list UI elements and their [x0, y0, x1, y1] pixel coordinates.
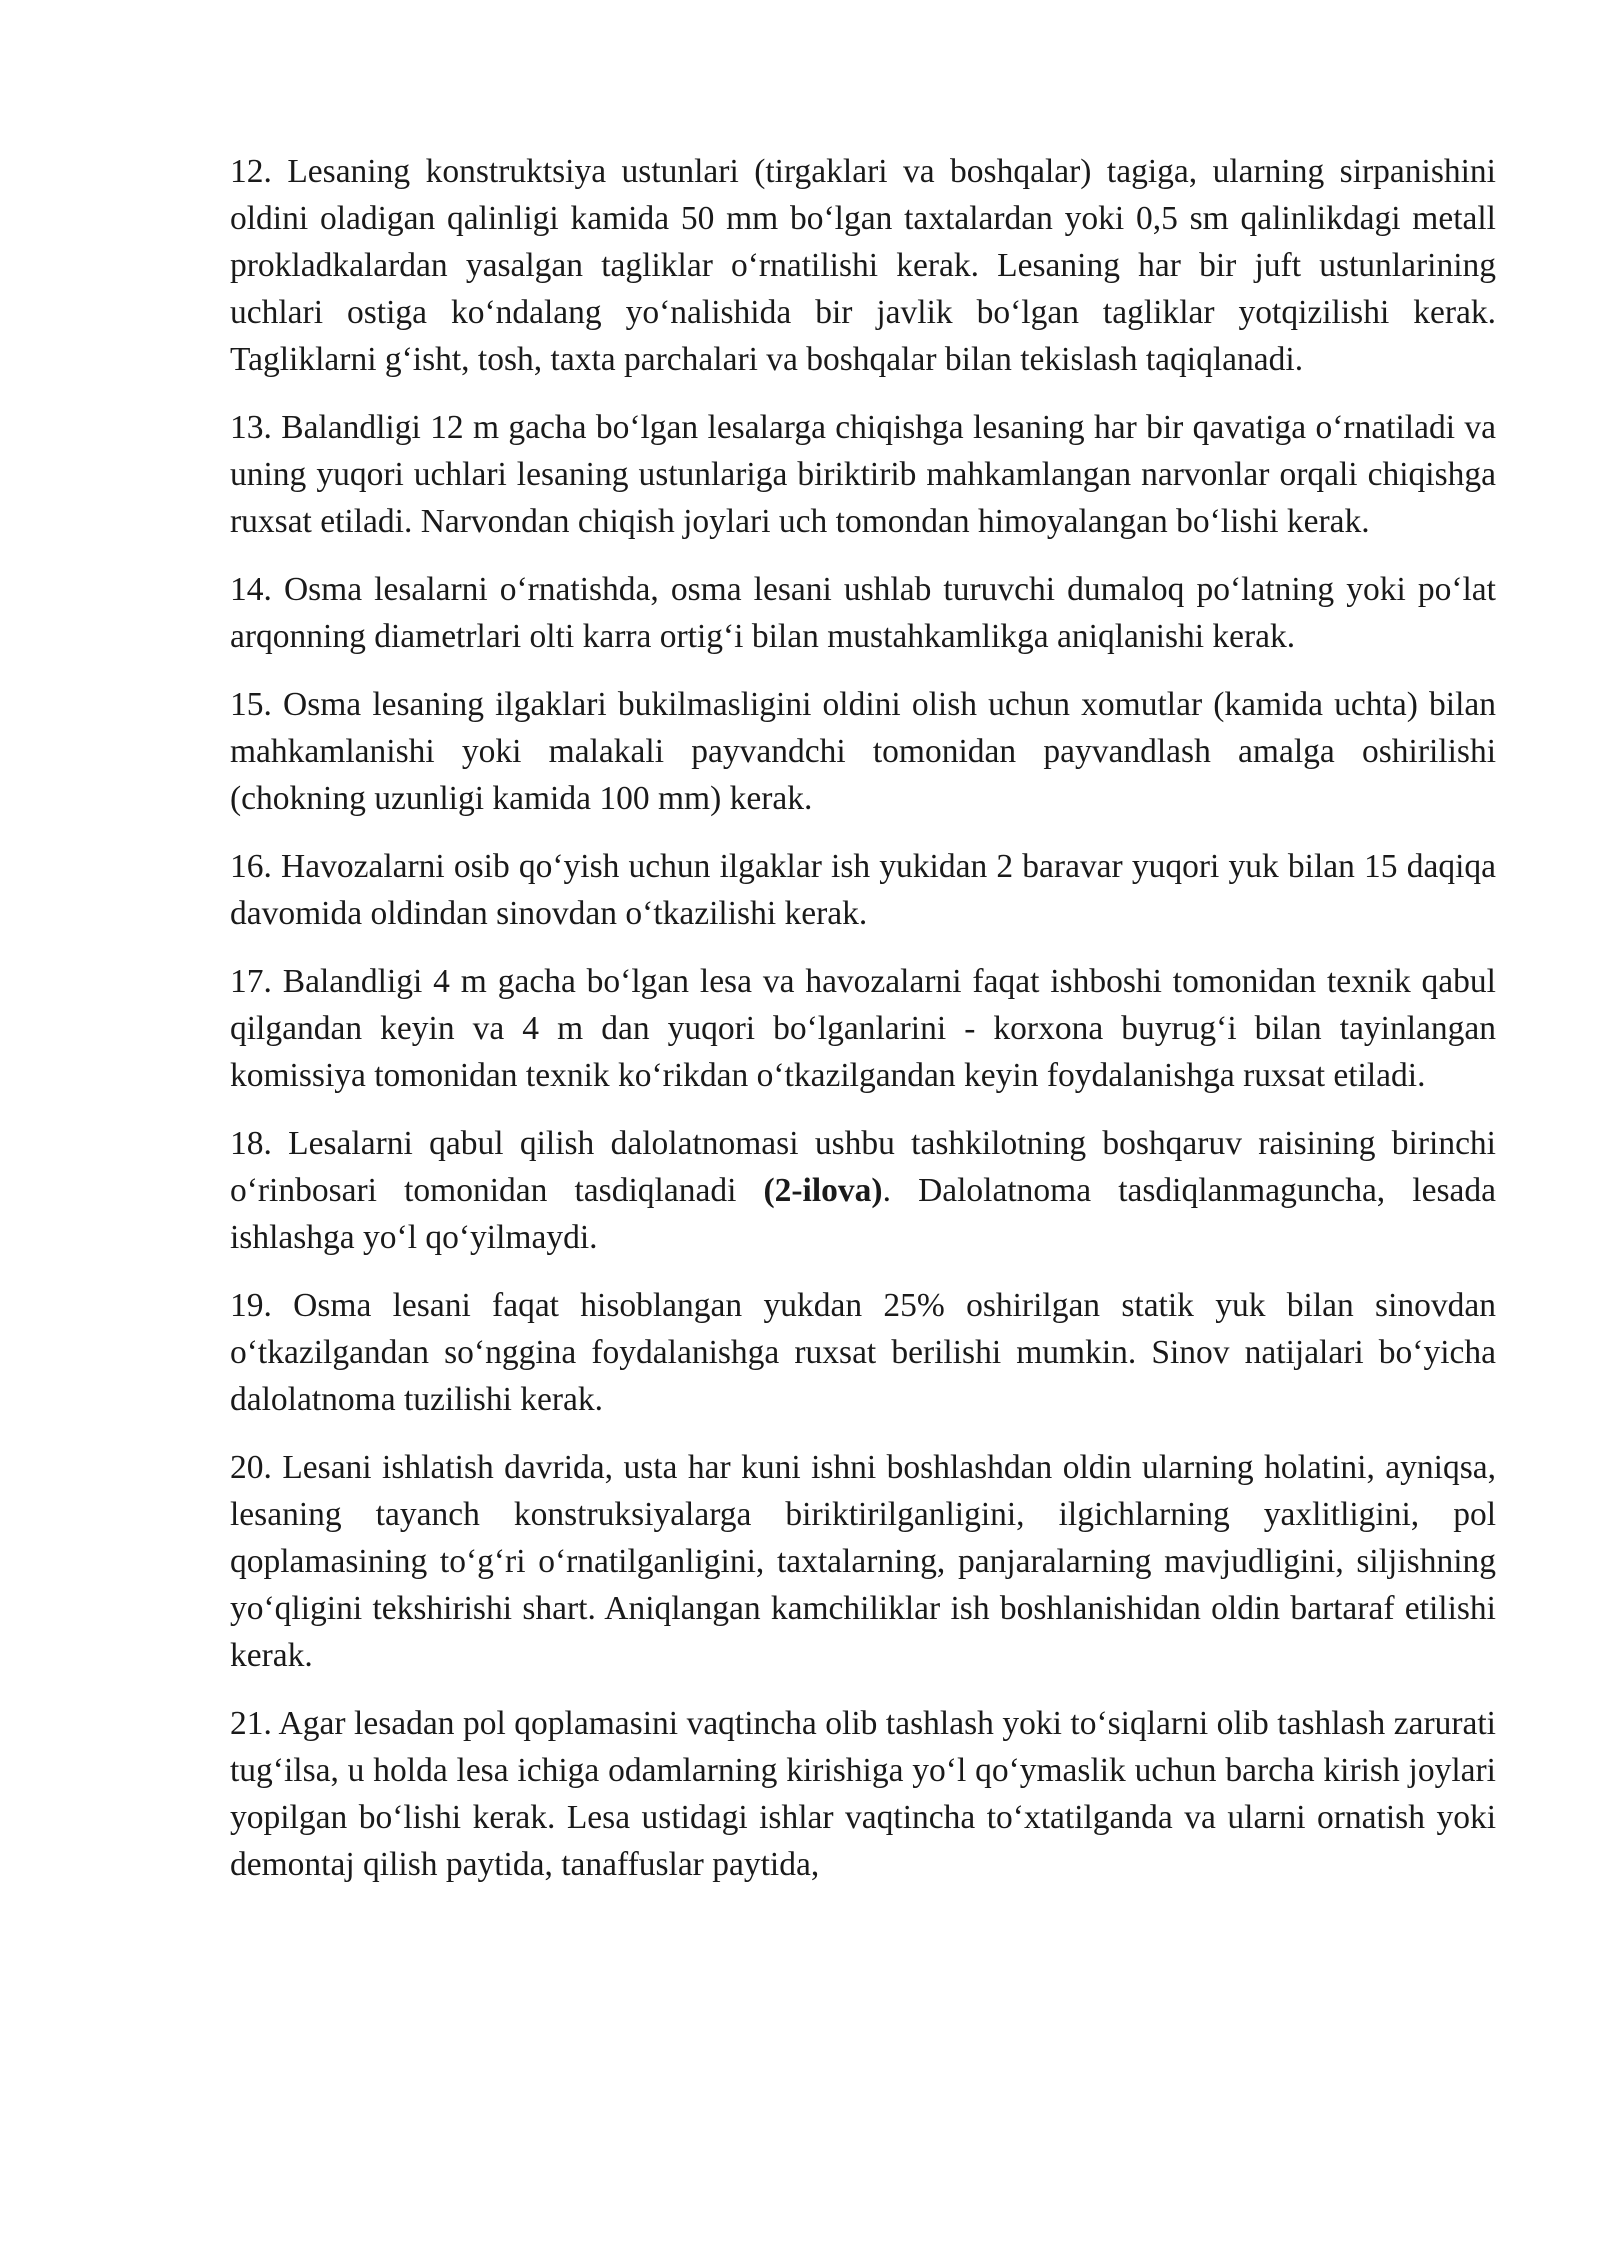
paragraph-19: 19. Osma lesani faqat hisoblangan yukdan 25% oshirilgan statik yuk bilan sinovdan o‘tkazilgandan so‘nggina foydalanishga ruxsat berilishi mumkin. Sinov natijalari bo‘yicha dalolatnoma tuzilishi kerak. — [230, 1287, 1496, 1418]
paragraph-20: 20. Lesani ishlatish davrida, usta har kuni ishni boshlashdan oldin ularning holatini, ayniqsa, lesaning tayanch konstruksiyalarga biriktirilganligini, ilgichlarning yaxlitligini, pol qoplamasining to‘g‘ri o‘rnatilganligini, taxtalarning, panjaralarning mavjudligini, siljishning yo‘qligini tekshirishi shart. Aniqlangan kamchiliklar ish boshlanishidan oldin bartaraf etilishi kerak. — [230, 1449, 1496, 1674]
paragraph-13: 13. Balandligi 12 m gacha bo‘lgan lesalarga chiqishga lesaning har bir qavatiga o‘rnatiladi va uning yuqori uchlari lesaning ustunlariga biriktirib mahkamlangan narvonlar orqali chiqishga ruxsat etiladi. Narvondan chiqish joylari uch tomondan himoyalangan bo‘lishi kerak. — [230, 409, 1496, 540]
paragraph-18-text-after: . Dalolatnoma tasdiqlanmaguncha, lesada ishlashga yo‘l qo‘yilmaydi. — [230, 1172, 1496, 1256]
paragraph-18 — [230, 1120, 1496, 1261]
paragraph-18-text-before: 18. Lesalarni qabul qilish dalolatnomasi ushbu tashkilotning boshqaruv raisining birinchi o‘rinbosari tomonidan tasdiqlanadi — [230, 1125, 1496, 1209]
paragraph-16: 16. Havozalarni osib qo‘yish uchun ilgaklar ish yukidan 2 baravar yuqori yuk bilan 15 daqiqa davomida oldindan sinovdan o‘tkazilishi kerak. — [230, 848, 1496, 932]
paragraph-15: 15. Osma lesaning ilgaklari bukilmasligini oldini olish uchun xomutlar (kamida uchta) bilan mahkamlanishi yoki malakali payvandchi tomonidan payvandlash amalga oshirilishi (chokning uzunligi kamida 100 mm) kerak. — [230, 686, 1496, 817]
paragraph-21: 21. Agar lesadan pol qoplamasini vaqtincha olib tashlash yoki to‘siqlarni olib tashlash zarurati tug‘ilsa, u holda lesa ichiga odamlarning kirishiga yo‘l qo‘ymaslik uchun barcha kirish joylari yopilgan bo‘lishi kerak. Lesa ustidagi ishlar vaqtincha to‘xtatilganda va ularni ornatish yoki demontaj qilish paytida, tanaffuslar paytida, — [230, 1705, 1496, 1883]
document-body — [230, 148, 1496, 1909]
paragraph-17: 17. Balandligi 4 m gacha bo‘lgan lesa va havozalarni faqat ishboshi tomonidan texnik qabul qilgandan keyin va 4 m dan yuqori bo‘lganlarini - korxona buyrug‘i bilan tayinlangan komissiya tomonidan texnik ko‘rikdan o‘tkazilgandan keyin foydalanishga ruxsat etiladi. — [230, 963, 1496, 1094]
appendix-reference: (2-ilova) — [763, 1172, 883, 1209]
paragraph-12: 12. Lesaning konstruktsiya ustunlari (tirgaklari va boshqalar) tagiga, ularning sirpanishini oldini oladigan qalinligi kamida 50 mm bo‘lgan taxtalardan yoki 0,5 sm qalinlikdagi metall prokladkalardan yasalgan tagliklar o‘rnatilishi kerak. Lesaning har bir juft ustunlarining uchlari ostiga ko‘ndalang yo‘nalishida bir javlik bo‘lgan tagliklar yotqizilishi kerak. Tagliklarni g‘isht, tosh, taxta parchalari va boshqalar bilan tekislash taqiqlanadi. — [230, 153, 1496, 378]
paragraph-14: 14. Osma lesalarni o‘rnatishda, osma lesani ushlab turuvchi dumaloq po‘latning yoki po‘lat arqonning diametrlari olti karra ortig‘i bilan mustahkamlikga aniqlanishi kerak. — [230, 571, 1496, 655]
